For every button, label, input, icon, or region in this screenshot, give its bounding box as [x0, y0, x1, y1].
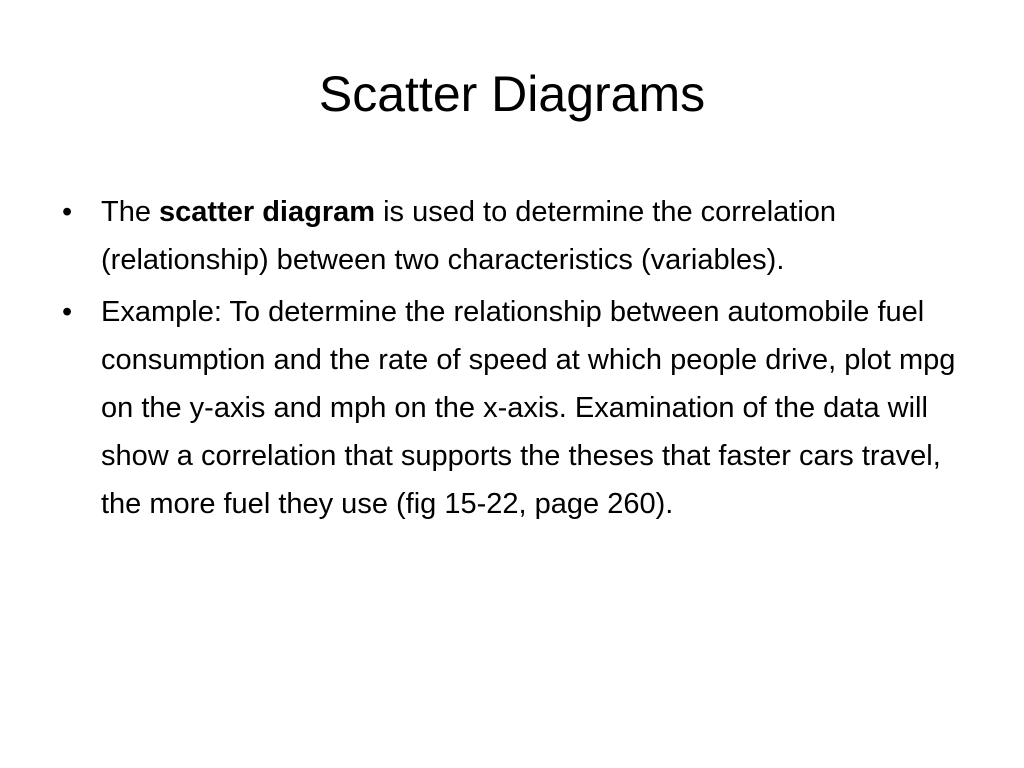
slide-title: Scatter Diagrams: [318, 66, 706, 122]
bullet-bold-term: scatter diagram: [159, 196, 376, 228]
bullet-prefix: The: [101, 196, 160, 228]
bullet-text-definition: [101, 196, 836, 276]
bullet-item-definition: [56, 188, 976, 284]
bullet-dot-icon: •: [62, 296, 73, 328]
bullet-item-example: [56, 288, 976, 528]
bullet-list: [56, 188, 976, 532]
bullet-text-example: Example: To determine the relationship between automobile fuel consumption and the rate of speed at which people drive, plot mpg on the y-axis and mph on the x-axis. Examination of the data will show a correlation that supports the theses that faster cars travel, the more fuel they use (fig 15-22, page 260).: [101, 296, 956, 520]
bullet-dot-icon: •: [62, 196, 73, 228]
bullet-suffix: is used to determine the correlation (relationship) between two characteristics (variables).: [101, 196, 837, 276]
